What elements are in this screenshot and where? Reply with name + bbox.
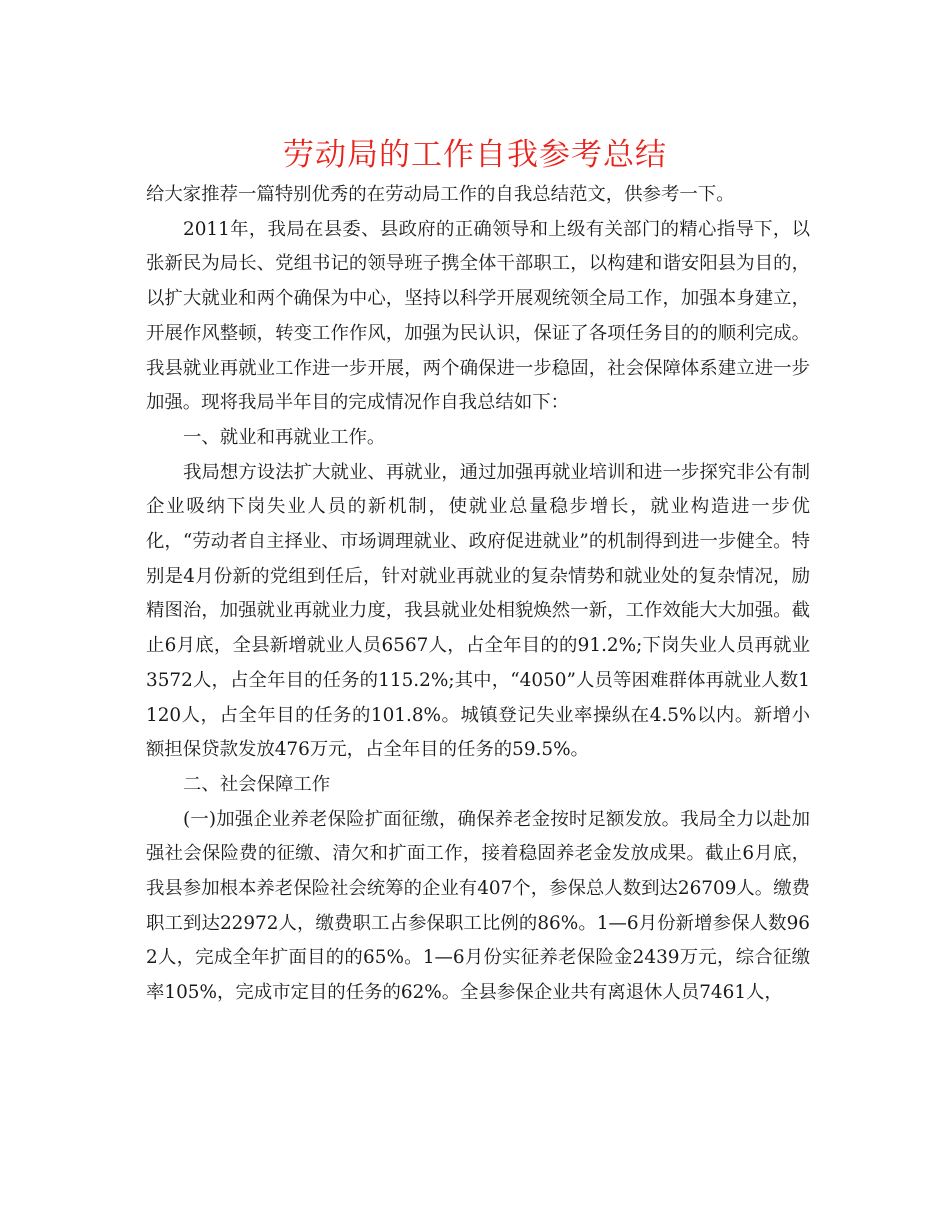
paragraph-employment: 我局想方设法扩大就业、再就业，通过加强再就业培训和进一步探究非公有制企业吸纳下岗失业人员的新机制，使就业总量稳步增长，就业构造进一步优化，“劳动者自主择业、市场调理就业、政府促进就业”的机制得到进一步健全。特别是4月份新的党组到任后，针对就业再就业的复杂情势和就业处的复杂情况，励精图治，加强就业再就业力度，我县就业处相貌焕然一新，工作效能大大加强。截止6月底，全县新增就业人员6567人，占全年目的的91.2%;下岗失业人员再就业3572人，占全年目的任务的115.2%;其中，“4050”人员等困难群体再就业人数1120人，占全年目的任务的101.8%。城镇登记失业率操纵在4.5%以内。新增小额担保贷款发放476万元，占全年目的任务的59.5%。: [146, 461, 810, 761]
paragraph-intro: 给大家推荐一篇特别优秀的在劳动局工作的自我总结范文，供参考一下。: [146, 184, 735, 205]
section-heading-social-security: 二、社会保障工作: [183, 773, 331, 795]
paragraph-pension: (一)加强企业养老保险扩面征缴，确保养老金按时足额发放。我局全力以赴加强社会保险费的征缴、清欠和扩面工作，接着稳固养老金发放成果。截止6月底，我县参加根本养老保险社会统筹的企业有407个，参保总人数到达26709人。缴费职工到达22972人，缴费职工占参保职工比例的86%。1—6月份新增参保人数962人，完成全年扩面目的的65%。1—6月份实征养老保险金2439万元，综合征缴率105%，完成市定目的任务的62%。全县参保企业共有离退休人员7461人，: [146, 808, 810, 1004]
document-title: 劳动局的工作自我参考总结: [283, 137, 667, 173]
section-heading-employment: 一、就业和再就业工作。: [183, 426, 386, 448]
document-body: [146, 178, 810, 1011]
paragraph-overview: 2011年，我局在县委、县政府的正确领导和上级有关部门的精心指导下，以张新民为局长、党组书记的领导班子携全体干部职工，以构建和谐安阳县为目的，以扩大就业和两个确保为中心，坚持以科学开展观统领全局工作，加强本身建立，开展作风整顿，转变工作作风，加强为民认识，保证了各项任务目的的顺利完成。我县就业再就业工作进一步开展，两个确保进一步稳固，社会保障体系建立进一步加强。现将我局半年目的完成情况作自我总结如下：: [146, 218, 810, 414]
